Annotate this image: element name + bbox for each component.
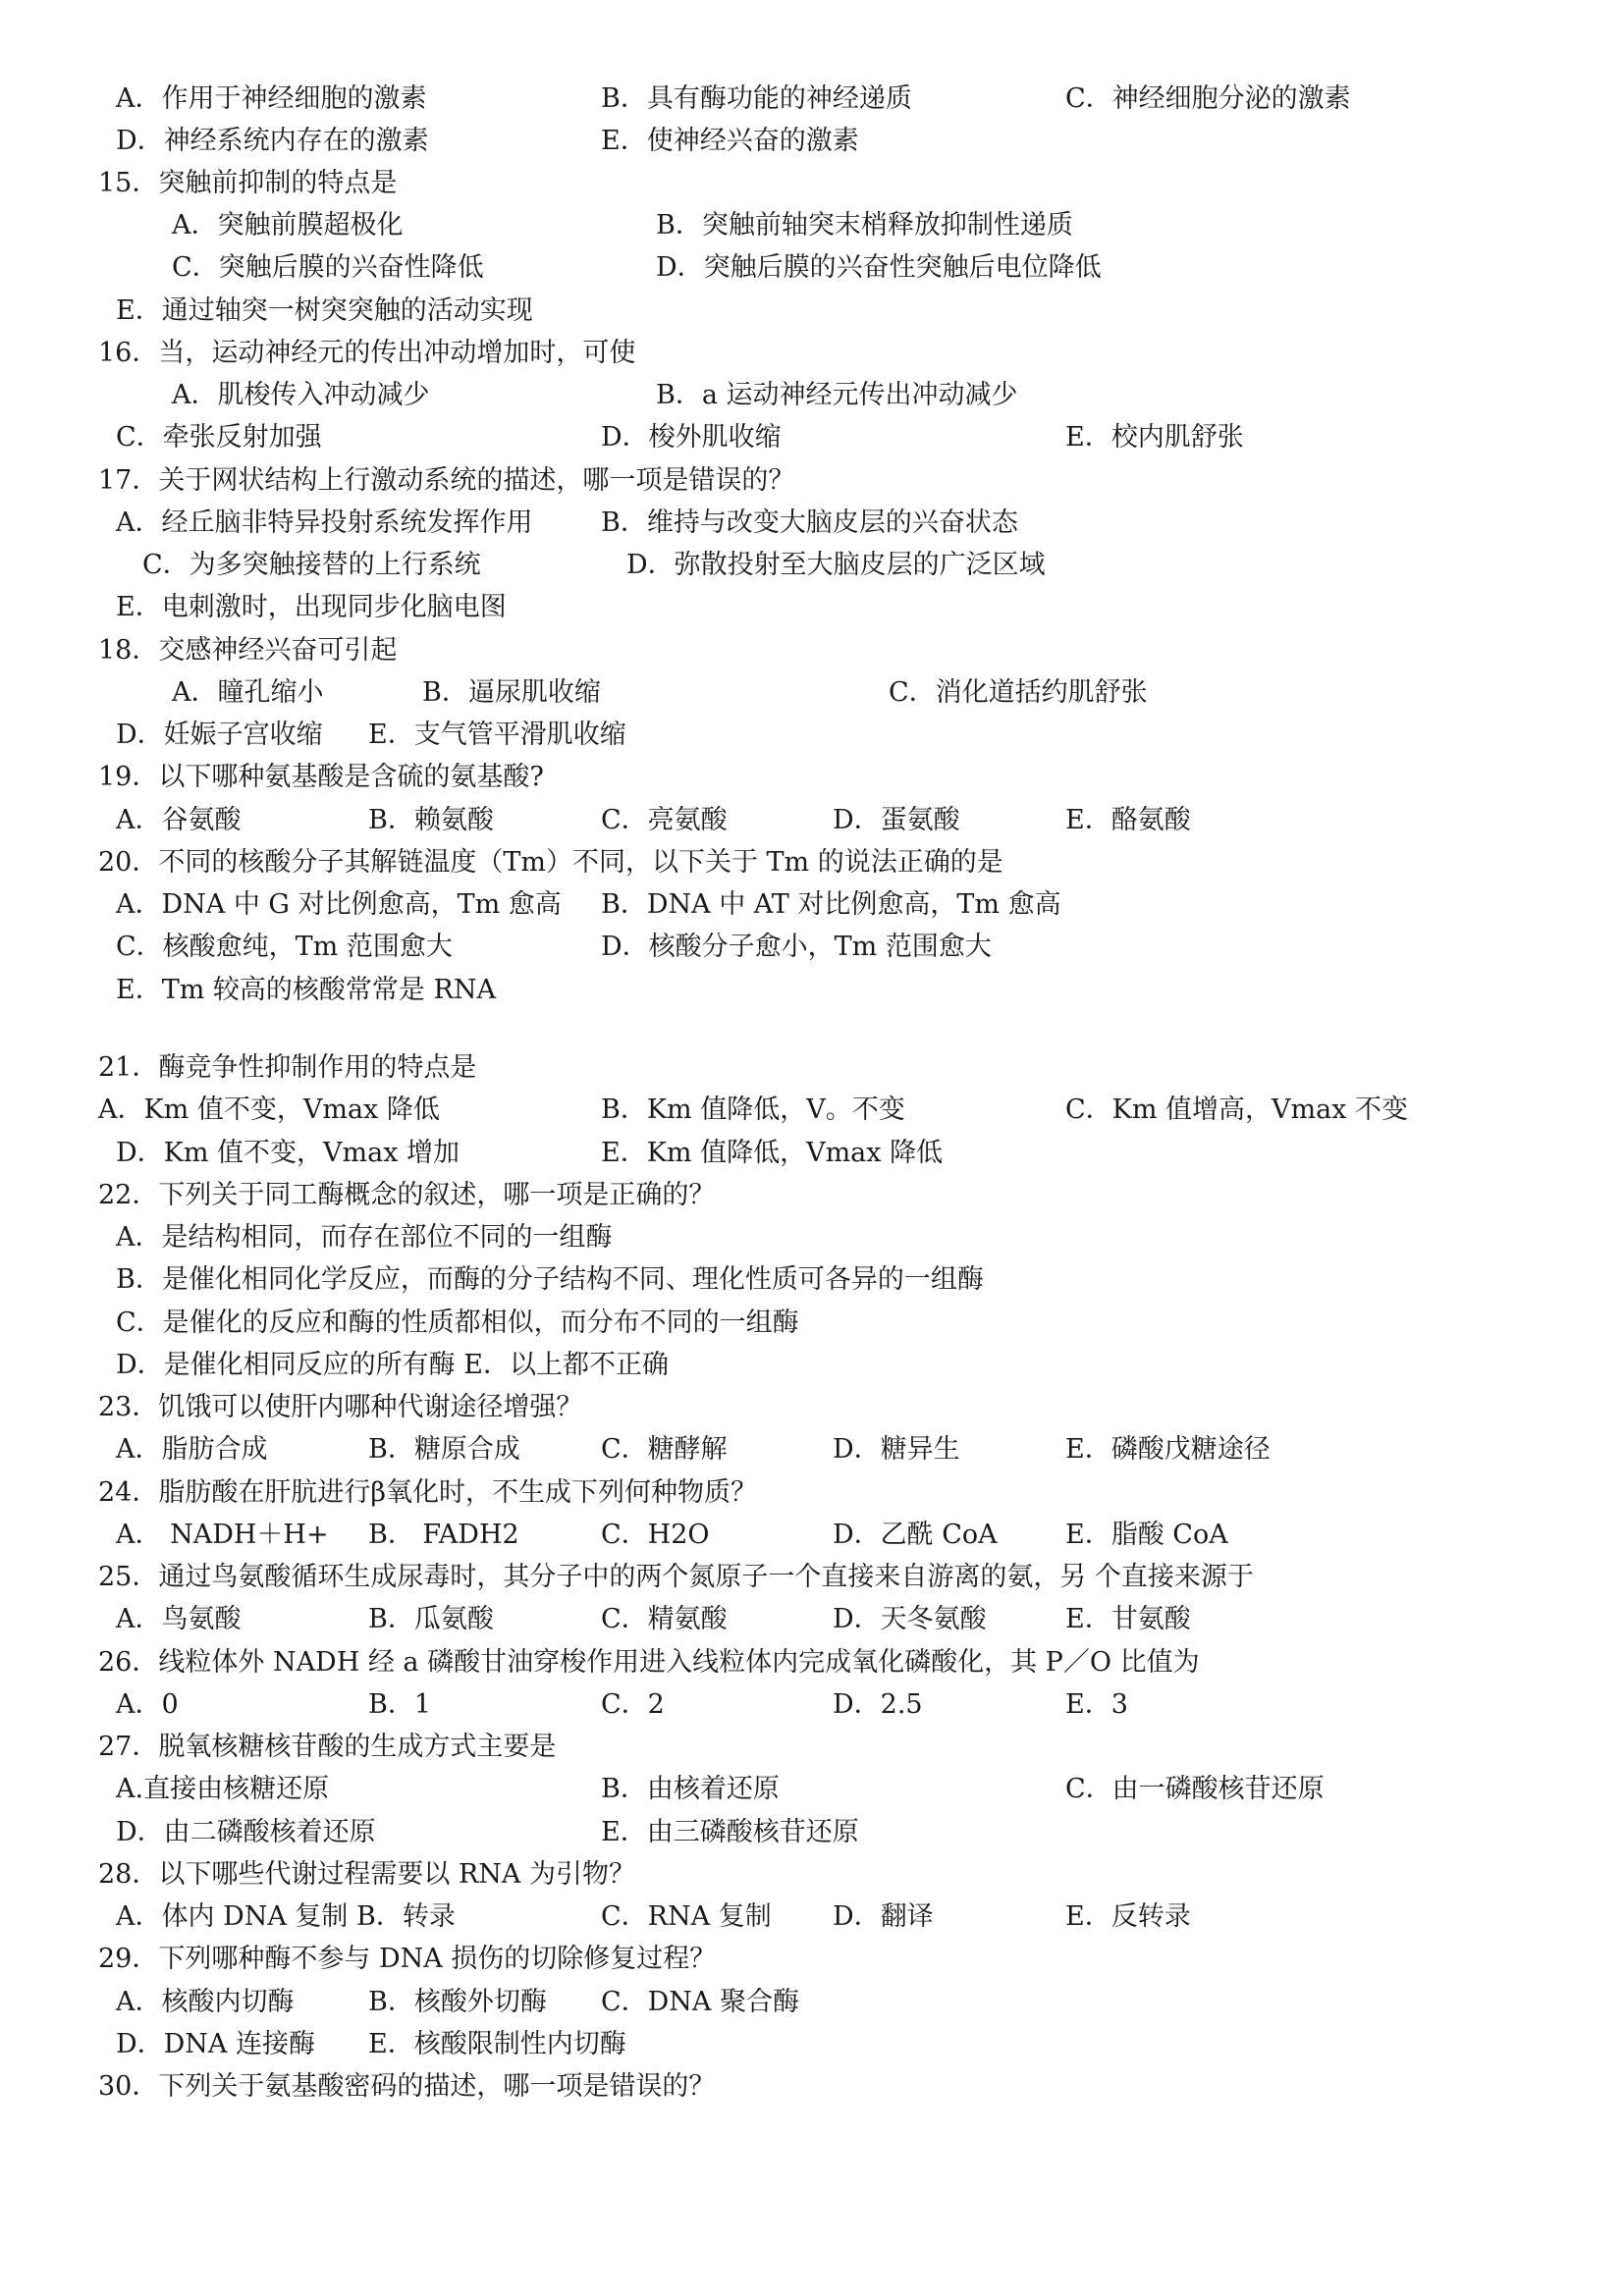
option-text: C．DNA 聚合酶 xyxy=(601,1987,800,2017)
option-text: E．通过轴突一树突突触的活动实现 xyxy=(116,295,533,326)
option-text: A．作用于神经细胞的激素 xyxy=(116,83,427,114)
option-text: A．是结构相同，而存在部位不同的一组酶 xyxy=(116,1222,613,1253)
text-line xyxy=(0,1344,1624,1386)
question-text: 23．饥饿可以使肝内哪种代谢途径增强？ xyxy=(98,1392,583,1422)
option-text: C．是催化的反应和酶的性质都相似，而分布不同的一组酶 xyxy=(116,1308,799,1338)
text-line xyxy=(0,1471,1624,1514)
question-text: 27．脱氧核糖核苷酸的生成方式主要是 xyxy=(98,1732,557,1762)
text-line xyxy=(0,1811,1624,1853)
option-text: D．核酸分子愈小，Tm 范围愈大 xyxy=(601,932,992,962)
question-text: 28．以下哪些代谢过程需要以 RNA 为引物？ xyxy=(98,1859,635,1890)
option-text: C．消化道括约肌舒张 xyxy=(889,677,1148,708)
text-line xyxy=(0,1428,1624,1470)
text-line xyxy=(0,459,1624,502)
question-text: 17．关于网状结构上行激动系统的描述，哪一项是错误的？ xyxy=(98,465,795,496)
question-text: 21．酶竞争性抑制作用的特点是 xyxy=(98,1052,477,1083)
option-text: E．脂酸 CoA xyxy=(1065,1520,1228,1550)
text-line xyxy=(0,1938,1624,1980)
option-text: B．维持与改变大脑皮层的兴奋状态 xyxy=(601,507,1018,538)
question-text: 25．通过鸟氨酸循环生成尿毒时，其分子中的两个氮原子一个直接来自游离的氨，另 个直接来源于 xyxy=(98,1562,1254,1592)
option-text: A．核酸内切酶 xyxy=(116,1987,295,2017)
question-text: 18．交感神经兴奋可引起 xyxy=(98,635,398,666)
option-text: A．体内 DNA 复制 B．转录 xyxy=(116,1901,456,1932)
option-text: C．突触后膜的兴奋性降低 xyxy=(172,252,484,283)
option-text: E．反转录 xyxy=(1065,1901,1191,1932)
text-line xyxy=(0,2065,1624,2108)
text-line xyxy=(0,78,1624,120)
text-line xyxy=(0,246,1624,289)
option-text: D．天冬氨酸 xyxy=(833,1604,987,1634)
option-text: C．神经细胞分泌的激素 xyxy=(1065,83,1351,114)
text-line xyxy=(0,1216,1624,1258)
text-line xyxy=(0,841,1624,883)
question-text: 15．突触前抑制的特点是 xyxy=(98,168,398,198)
text-line xyxy=(0,1556,1624,1598)
text-line xyxy=(0,1598,1624,1640)
question-text: 19．以下哪种氨基酸是含硫的氨基酸? xyxy=(98,762,544,792)
option-text: D．妊娠子宫收缩 xyxy=(116,720,323,750)
text-line xyxy=(0,502,1624,544)
option-text: D．梭外肌收缩 xyxy=(601,422,782,453)
option-text: D．神经系统内存在的激素 xyxy=(116,126,429,156)
text-line xyxy=(0,1683,1624,1726)
text-line xyxy=(0,1726,1624,1768)
option-text: D．Km 值不变，Vmax 增加 xyxy=(116,1138,460,1168)
option-text: B．是催化相同化学反应，而酶的分子结构不同、理化性质可各异的一组酶 xyxy=(116,1264,984,1295)
option-text: B．核酸外切酶 xyxy=(368,1987,547,2017)
text-line xyxy=(0,1896,1624,1938)
text-line xyxy=(0,416,1624,458)
option-text: C．H2O xyxy=(601,1520,710,1550)
option-text: B．瓜氨酸 xyxy=(368,1604,494,1634)
text-line xyxy=(0,969,1624,1011)
text-line xyxy=(0,1046,1624,1089)
text-line xyxy=(0,1641,1624,1683)
option-text: D．突触后膜的兴奋性突触后电位降低 xyxy=(656,252,1102,283)
option-text: E．校内肌舒张 xyxy=(1065,422,1244,453)
text-line xyxy=(0,629,1624,671)
option-text: C．为多突触接替的上行系统 xyxy=(142,550,481,580)
option-text: D．DNA 连接酶 xyxy=(116,2029,316,2059)
question-text: 26．线粒体外 NADH 经 a 磷酸甘油穿梭作用进入线粒体内完成氧化磷酸化，其 P／O 比值为 xyxy=(98,1647,1200,1678)
text-line xyxy=(0,120,1624,162)
option-text: E．酪氨酸 xyxy=(1065,805,1191,835)
text-line xyxy=(0,883,1624,926)
text-line xyxy=(0,162,1624,204)
option-text: C．牵张反射加强 xyxy=(116,422,322,453)
option-text: A． NADH＋H+ xyxy=(116,1520,329,1550)
text-line xyxy=(0,1174,1624,1216)
text-line xyxy=(0,1981,1624,2023)
option-text: B．a 运动神经元传出冲动减少 xyxy=(656,380,1018,410)
text-line xyxy=(0,926,1624,968)
option-text: B．具有酶功能的神经递质 xyxy=(601,83,912,114)
option-text: E．3 xyxy=(1065,1689,1128,1720)
option-text: B．突触前轴突末梢释放抑制性递质 xyxy=(656,210,1073,240)
option-text: C．核酸愈纯，Tm 范围愈大 xyxy=(116,932,453,962)
option-text: E．Tm 较高的核酸常常是 RNA xyxy=(116,975,496,1005)
option-text: E．核酸限制性内切酶 xyxy=(368,2029,626,2059)
question-text: 20．不同的核酸分子其解链温度（Tm）不同，以下关于 Tm 的说法正确的是 xyxy=(98,847,1003,878)
text-line xyxy=(0,1768,1624,1810)
option-text: A．鸟氨酸 xyxy=(116,1604,242,1634)
text-line xyxy=(0,544,1624,586)
option-text: D．2.5 xyxy=(833,1689,923,1720)
option-text: A．谷氨酸 xyxy=(116,805,242,835)
question-text: 29．下列哪种酶不参与 DNA 损伤的切除修复过程？ xyxy=(98,1944,717,1974)
text-line xyxy=(0,756,1624,798)
option-text: E．磷酸戊糖途径 xyxy=(1065,1434,1271,1465)
option-text: C．由一磷酸核苷还原 xyxy=(1065,1774,1325,1804)
text-line xyxy=(0,1853,1624,1896)
option-text: B．1 xyxy=(368,1689,432,1720)
option-text: C．RNA 复制 xyxy=(601,1901,772,1932)
option-text: D．由二磷酸核着还原 xyxy=(116,1817,376,1847)
option-text: E．由三磷酸核苷还原 xyxy=(601,1817,859,1847)
option-text: A．瞳孔缩小 xyxy=(172,677,324,708)
option-text: A．突触前膜超极化 xyxy=(172,210,404,240)
option-text: B．逼尿肌收缩 xyxy=(422,677,601,708)
option-text: C．Km 值增高，Vmax 不变 xyxy=(1065,1095,1409,1125)
option-text: A．DNA 中 G 对比例愈高，Tm 愈高 xyxy=(116,889,562,920)
text-line xyxy=(0,586,1624,628)
option-text: A．肌梭传入冲动减少 xyxy=(172,380,430,410)
text-line xyxy=(0,374,1624,416)
option-text: E．使神经兴奋的激素 xyxy=(601,126,859,156)
text-line xyxy=(0,671,1624,714)
option-text: B．Km 值降低，V。不变 xyxy=(601,1095,905,1125)
text-line xyxy=(0,1258,1624,1301)
option-text: C．糖酵解 xyxy=(601,1434,728,1465)
option-text: E．电刺激时，出现同步化脑电图 xyxy=(116,592,507,622)
text-line xyxy=(0,332,1624,374)
option-text: B．由核着还原 xyxy=(601,1774,780,1804)
option-text: B．赖氨酸 xyxy=(368,805,494,835)
option-text: D．翻译 xyxy=(833,1901,934,1932)
option-text: E．甘氨酸 xyxy=(1065,1604,1191,1634)
question-text: 22．下列关于同工酶概念的叙述，哪一项是正确的？ xyxy=(98,1180,716,1210)
option-text: B．糖原合成 xyxy=(368,1434,520,1465)
option-text: C．2 xyxy=(601,1689,665,1720)
option-text: B． FADH2 xyxy=(368,1520,519,1550)
text-line xyxy=(0,1386,1624,1428)
question-text: 24．脂肪酸在肝肮进行β氧化时，不生成下列何种物质？ xyxy=(98,1477,757,1508)
option-text: D．蛋氨酸 xyxy=(833,805,960,835)
text-line xyxy=(0,714,1624,756)
option-text: D．糖异生 xyxy=(833,1434,960,1465)
text-line xyxy=(0,1132,1624,1174)
option-text: A．经丘脑非特异投射系统发挥作用 xyxy=(116,507,533,538)
option-text: A．0 xyxy=(116,1689,179,1720)
question-text: 30．下列关于氨基酸密码的描述，哪一项是错误的？ xyxy=(98,2071,716,2102)
question-text: 16．当，运动神经元的传出冲动增加时，可使 xyxy=(98,338,636,368)
option-text: D．弥散投射至大脑皮层的广泛区域 xyxy=(626,550,1046,580)
text-line xyxy=(0,799,1624,841)
text-line xyxy=(0,290,1624,332)
option-text: A.直接由核糖还原 xyxy=(116,1774,330,1804)
option-text: A．Km 值不变，Vmax 降低 xyxy=(98,1095,440,1125)
option-text: C．亮氨酸 xyxy=(601,805,728,835)
option-text: B．DNA 中 AT 对比例愈高，Tm 愈高 xyxy=(601,889,1061,920)
option-text: A．脂肪合成 xyxy=(116,1434,268,1465)
option-text: E．Km 值降低，Vmax 降低 xyxy=(601,1138,944,1168)
text-line xyxy=(0,204,1624,246)
text-line xyxy=(0,1302,1624,1344)
option-text: C．精氨酸 xyxy=(601,1604,728,1634)
text-line xyxy=(0,1514,1624,1556)
text-line xyxy=(0,2023,1624,2065)
option-text: D．是催化相同反应的所有酶 E．以上都不正确 xyxy=(116,1350,669,1380)
option-text: D．乙酰 CoA xyxy=(833,1520,998,1550)
text-line xyxy=(0,1089,1624,1131)
option-text: E．支气管平滑肌收缩 xyxy=(368,720,626,750)
